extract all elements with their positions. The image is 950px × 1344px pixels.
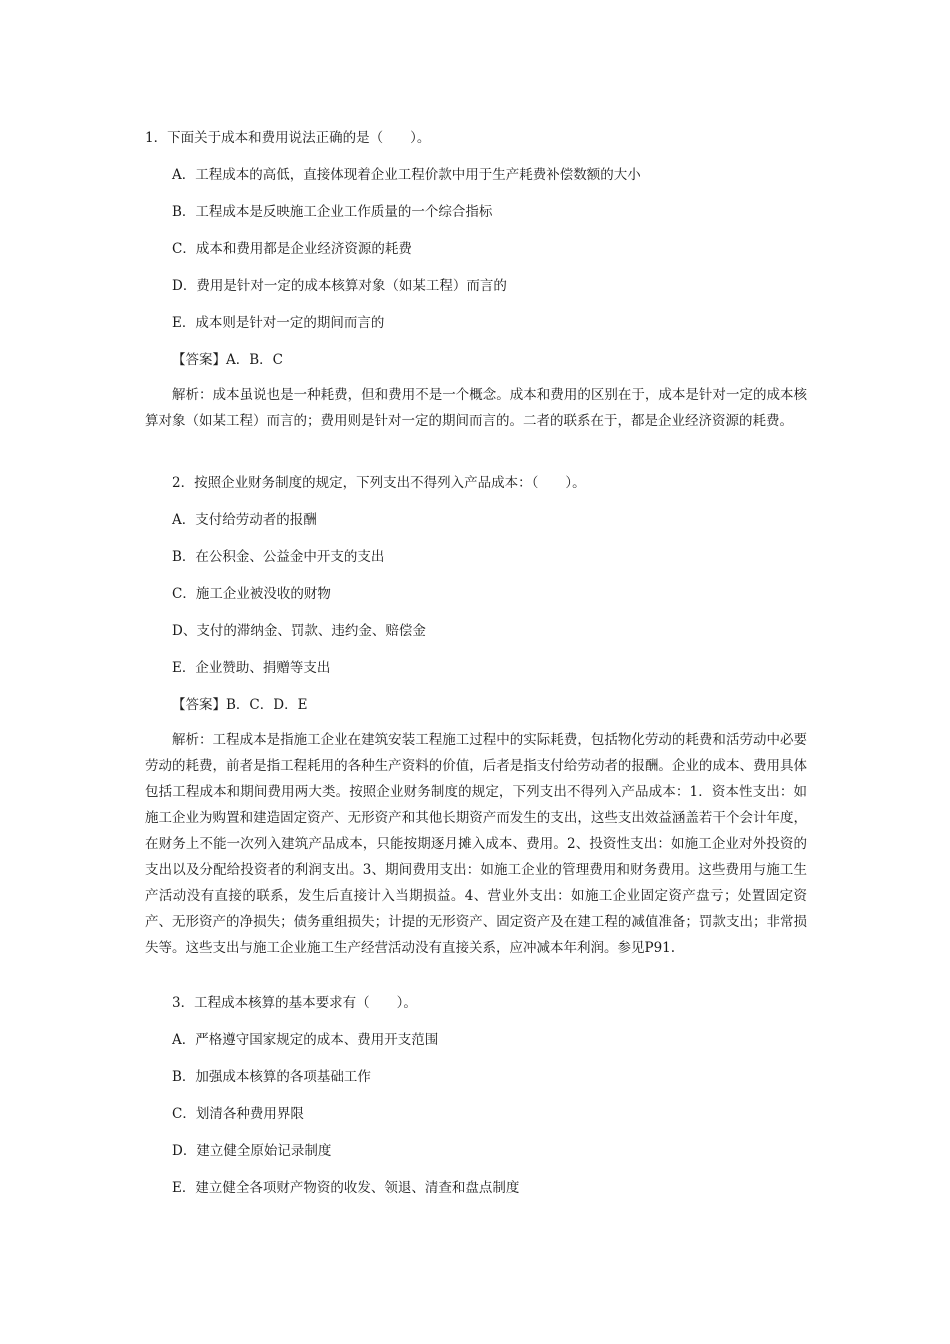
- question-2-analysis: [145, 727, 807, 961]
- question-2-option-e: E．企业赞助、捐赠等支出: [172, 660, 331, 676]
- question-1-analysis-text: 解析：成本虽说也是一种耗费，但和费用不是一个概念。成本和费用的区别在于，成本是针对一定的成本核算对象（如某工程）而言的；费用则是针对一定的期间而言的。二者的联系在于，都是企业经济资源的耗费。: [145, 387, 807, 429]
- question-3-option-c: C．划清各种费用界限: [172, 1106, 304, 1122]
- question-1-option-b: B．工程成本是反映施工企业工作质量的一个综合指标: [172, 204, 493, 220]
- question-1-option-e: E．成本则是针对一定的期间而言的: [172, 315, 385, 331]
- question-2-option-b: B．在公积金、公益金中开支的支出: [172, 549, 385, 565]
- question-2-analysis-text: 解析：工程成本是指施工企业在建筑安装工程施工过程中的实际耗费，包括物化劳动的耗费和活劳动中必要劳动的耗费，前者是指工程耗用的各种生产资料的价值，后者是指支付给劳动者的报酬。企业的成本、费用具体包括工程成本和期间费用两大类。按照企业财务制度的规定，下列支出不得列入产品成本：1．资本性支出：如施工企业为购置和建造固定资产、无形资产和其他长期资产而发生的支出，这些支出效益涵盖若干个会计年度，在财务上不能一次列入建筑产品成本，只能按期逐月摊入成本、费用。2、投资性支出：如施工企业对外投资的支出以及分配给投资者的利润支出。3、期间费用支出：如施工企业的管理费用和财务费用。这些费用与施工生产活动没有直接的联系，发生后直接计入当期损益。4、营业外支出：如施工企业固定资产盘亏；处置固定资产、无形资产的净损失；债务重组损失；计提的无形资产、固定资产及在建工程的减值准备；罚款支出；非常损失等。这些支出与施工企业施工生产经营活动没有直接关系，应冲减本年利润。参见P91.: [145, 732, 807, 956]
- question-3-option-b: B．加强成本核算的各项基础工作: [172, 1069, 371, 1085]
- question-3-stem: 3．工程成本核算的基本要求有（ ）。: [172, 995, 417, 1011]
- question-2-stem: 2．按照企业财务制度的规定，下列支出不得列入产品成本：（ ）。: [172, 475, 586, 491]
- question-1-stem: 1．下面关于成本和费用说法正确的是（ ）。: [145, 130, 431, 146]
- question-3-option-a: A．严格遵守国家规定的成本、费用开支范围: [172, 1032, 439, 1048]
- question-2-option-d: D、支付的滞纳金、罚款、违约金、赔偿金: [172, 623, 426, 639]
- question-2-answer: 【答案】B．C．D．E: [172, 697, 308, 713]
- question-1-option-c: C．成本和费用都是企业经济资源的耗费: [172, 241, 412, 257]
- question-1-option-a: A．工程成本的高低，直接体现着企业工程价款中用于生产耗费补偿数额的大小: [172, 167, 641, 183]
- question-1-analysis: [145, 382, 807, 434]
- question-2-option-c: C．施工企业被没收的财物: [172, 586, 331, 602]
- question-1-option-d: D．费用是针对一定的成本核算对象（如某工程）而言的: [172, 278, 507, 294]
- question-2-option-a: A．支付给劳动者的报酬: [172, 512, 317, 528]
- question-3-option-e: E．建立健全各项财产物资的收发、领退、清查和盘点制度: [172, 1180, 520, 1196]
- question-3-option-d: D．建立健全原始记录制度: [172, 1143, 332, 1159]
- question-1-answer: 【答案】A．B．C: [172, 352, 283, 368]
